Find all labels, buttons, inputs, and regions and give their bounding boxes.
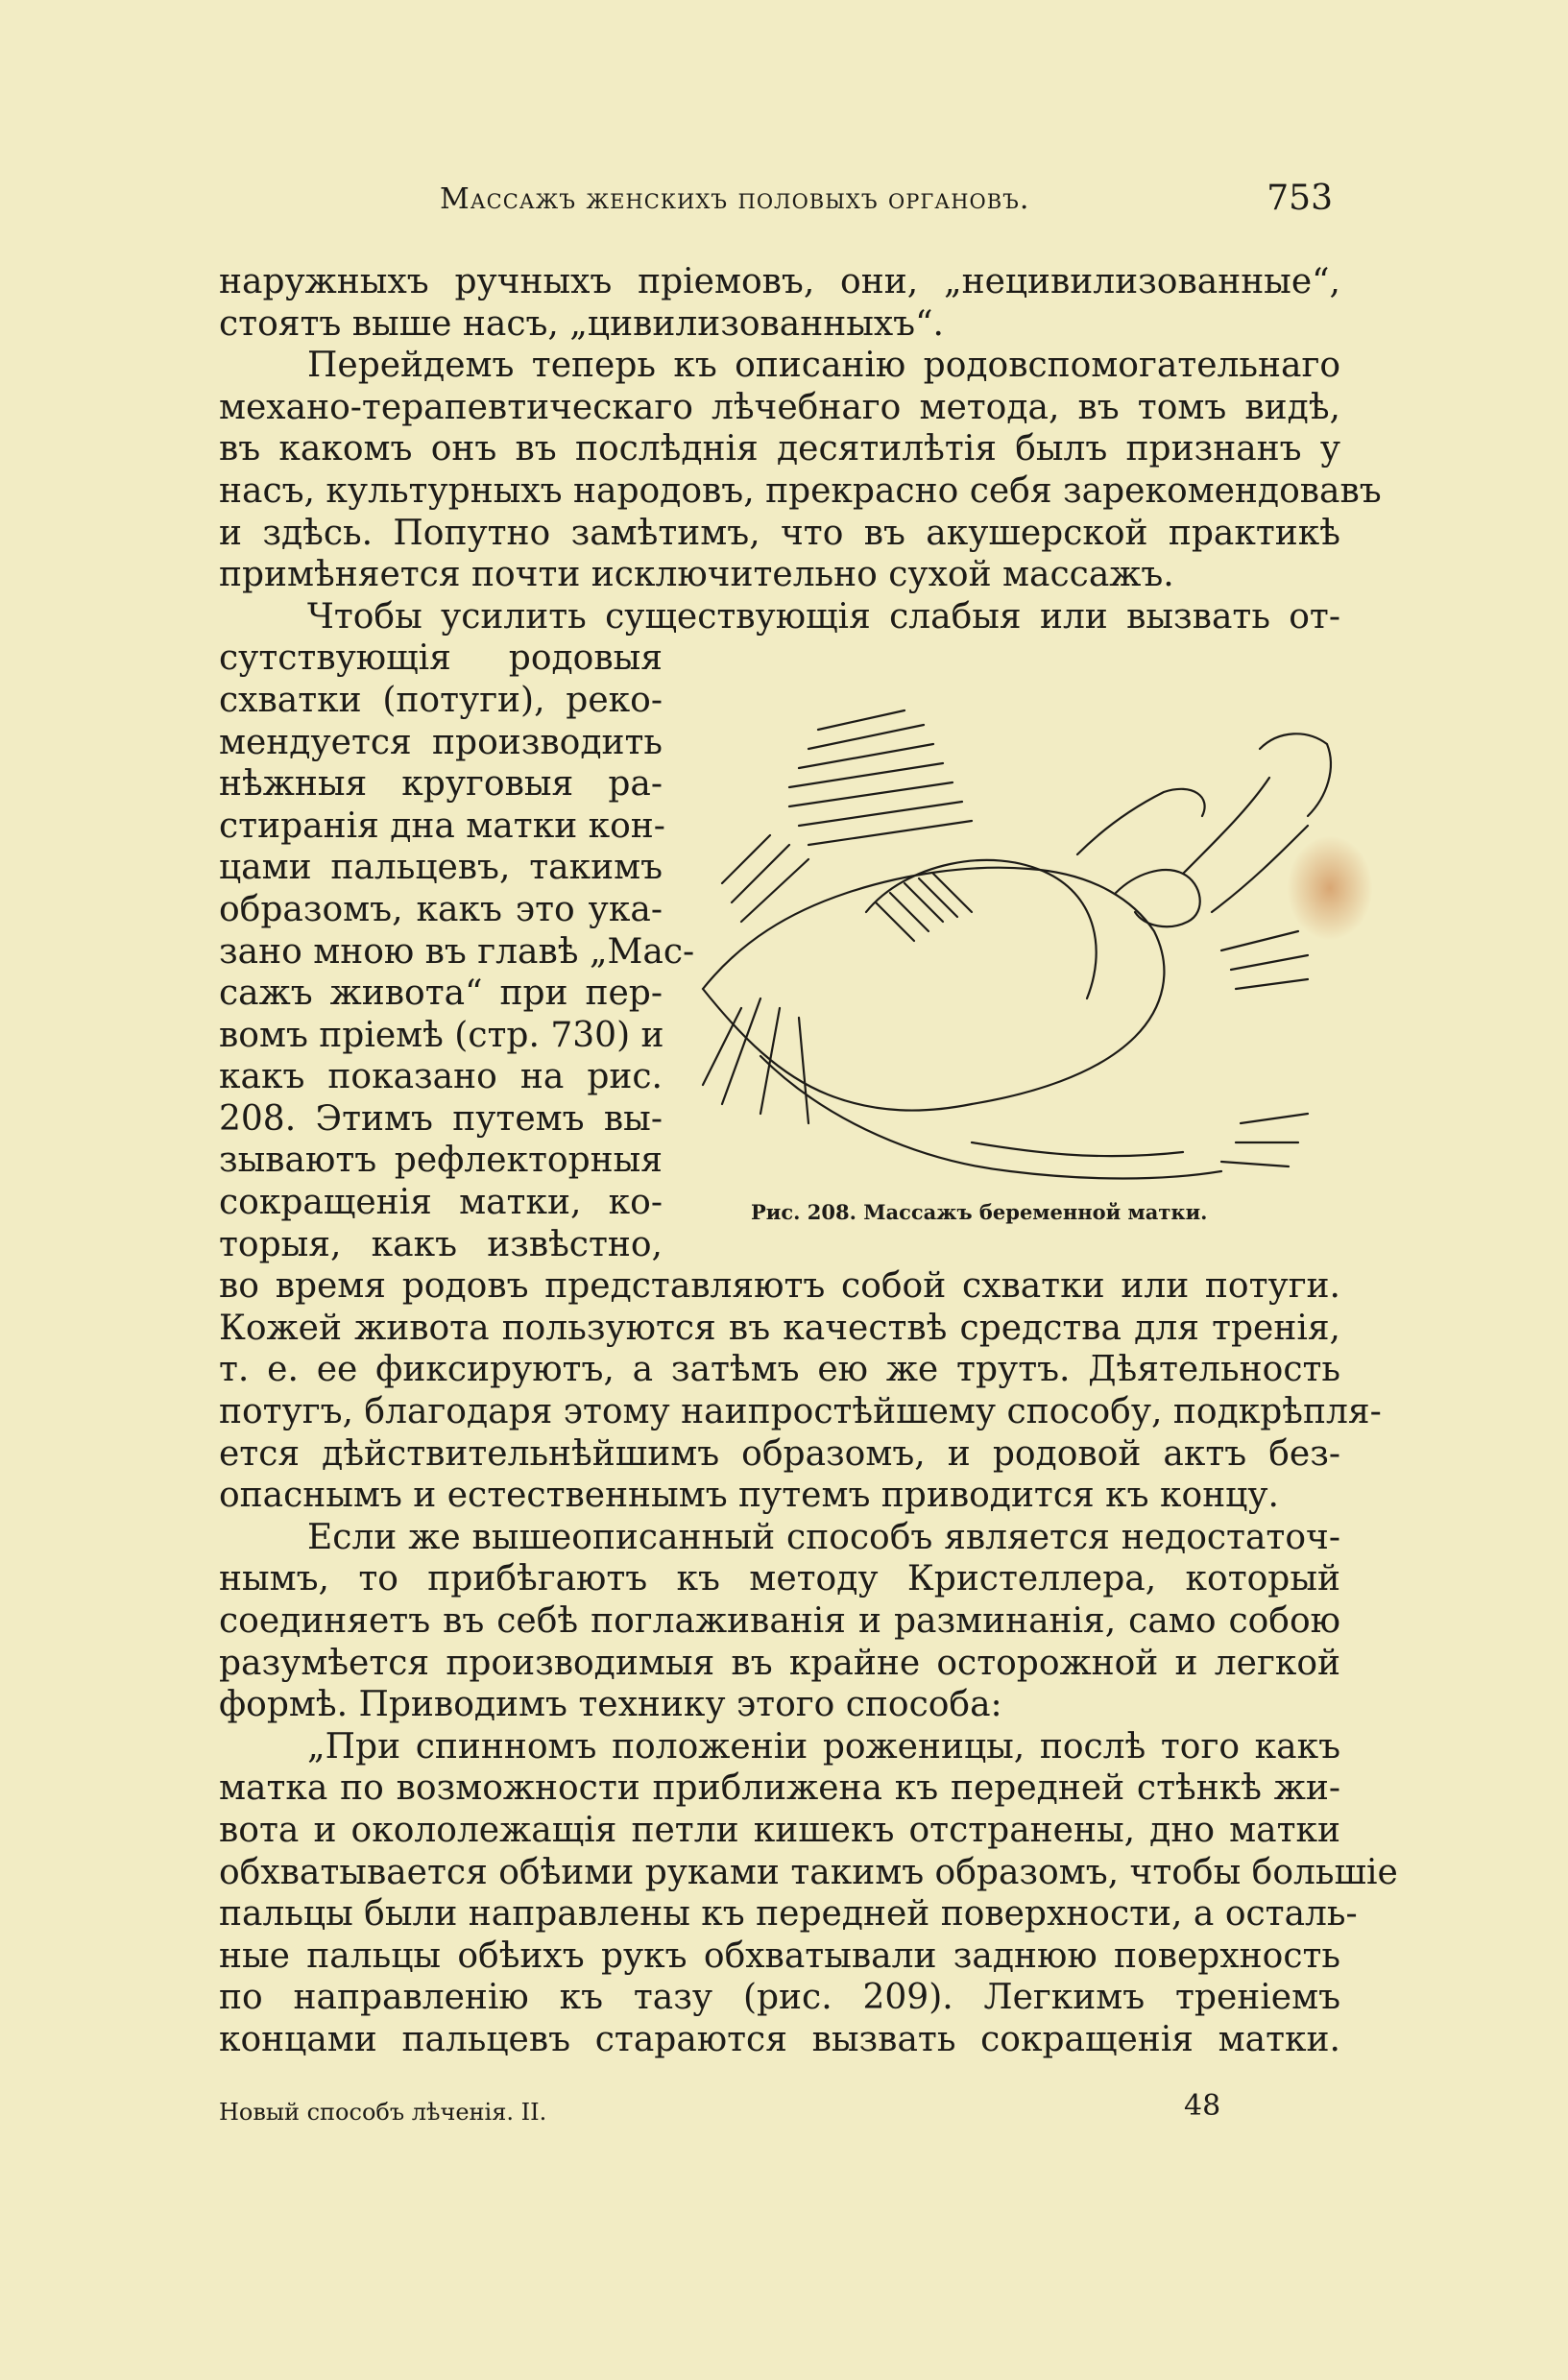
running-title: Массажъ женскихъ половыхъ органовъ.: [440, 182, 1030, 216]
text-line: механо-терапевтическаго лѣчебнаго метода, въ томъ видѣ,: [219, 387, 1340, 427]
figure-208: [684, 691, 1346, 1267]
page-footer: [219, 2089, 1340, 2128]
text-line: зываютъ рефлекторныя: [219, 1141, 663, 1181]
text-line: матка по возможности приближена къ передней стѣнкѣ жи-: [219, 1768, 1340, 1809]
figure-caption: Рис. 208. Массажъ беременной матки.: [751, 1200, 1208, 1224]
text-line: и здѣсь. Попутно замѣтимъ, что въ акушерской практикѣ: [219, 513, 1340, 553]
text-line: Кожей живота пользуются въ качествѣ средства для тренiя,: [219, 1308, 1340, 1348]
text-line: концами пальцевъ стараются вызвать сокращенiя матки.: [219, 2019, 1340, 2059]
footer-book-title: Новый способъ лѣченiя. II.: [219, 2099, 547, 2126]
running-header: [219, 175, 1340, 232]
text-line: насъ, культурныхъ народовъ, прекрасно себя зарекомендовавъ: [219, 470, 1382, 511]
text-line: какъ показано на рис.: [219, 1057, 663, 1097]
uterus-massage-illustration: [684, 691, 1346, 1190]
text-line: цами пальцевъ, такимъ: [219, 848, 663, 888]
text-line: соединяетъ въ себѣ поглаживанiя и разминанiя, само собою: [219, 1601, 1340, 1641]
text-line: торыя, какъ извѣстно,: [219, 1224, 663, 1264]
text-line: ется дѣйствительнѣйшимъ образомъ, и родовой актъ без-: [219, 1433, 1340, 1474]
text-line: формѣ. Приводимъ технику этого способа:: [219, 1685, 1002, 1725]
text-line: вомъ прiемѣ (стр. 730) и: [219, 1015, 664, 1055]
text-line: въ какомъ онъ въ послѣднiя десятилѣтiя былъ признанъ у: [219, 429, 1340, 469]
paper-stain: [1287, 835, 1373, 941]
text-line: зано мною въ главѣ „Мас-: [219, 931, 695, 972]
text-line: мендуется производить: [219, 722, 663, 762]
text-line: примѣняется почти исключительно сухой массажъ.: [219, 555, 1174, 595]
paragraph-5: [219, 1726, 1398, 2061]
text-line: образомъ, какъ это ука-: [219, 889, 663, 929]
text-line: „При спинномъ положенiи роженицы, послѣ того какъ: [307, 1726, 1340, 1767]
text-line: потугъ, благодаря этому наипростѣйшему способу, подкрѣпля-: [219, 1392, 1382, 1432]
text-line: Если же вышеописанный способъ является недостаточ-: [307, 1517, 1340, 1557]
text-line: Перейдемъ теперь къ описанiю родовспомогательнаго: [307, 346, 1340, 386]
paragraph-4: [219, 1517, 1340, 1726]
text-line: т. е. ее фиксируютъ, а затѣмъ ею же трутъ. Дѣятельность: [219, 1350, 1340, 1390]
paragraph-1: [219, 261, 1340, 345]
text-line: сутствующiя родовыя: [219, 638, 663, 679]
text-line: обхватывается обѣими руками такимъ образомъ, чтобы большiе: [219, 1852, 1398, 1892]
text-line: нѣжныя круговыя ра-: [219, 764, 663, 805]
text-line: вота и окололежащiя петли кишекъ отстранены, дно матки: [219, 1810, 1340, 1850]
text-wrap-column: [219, 637, 695, 1265]
paragraph-2: [219, 345, 1382, 596]
text-line: стиранiя дна матки кон-: [219, 805, 665, 846]
text-line: наружныхъ ручныхъ прiемовъ, они, „нецивилизованные“,: [219, 262, 1340, 301]
page-number: 753: [1266, 179, 1333, 218]
text-line: сокращенiя матки, ко-: [219, 1183, 663, 1223]
footer-signature: 48: [1184, 2089, 1221, 2123]
text-line: разумѣется производимыя въ крайне осторожной и легкой: [219, 1643, 1340, 1683]
text-line: во время родовъ представляютъ собой схватки или потуги.: [219, 1266, 1340, 1307]
text-line: сажъ живота“ при пер-: [219, 974, 663, 1014]
text-line: Чтобы усилить существующiя слабыя или вызвать от-: [307, 596, 1340, 637]
text-line: ные пальцы обѣихъ рукъ обхватывали заднюю поверхность: [219, 1935, 1340, 1976]
text-line: стоятъ выше насъ, „цивилизованныхъ“.: [219, 303, 944, 344]
text-line: опаснымъ и естественнымъ путемъ приводится къ концу.: [219, 1476, 1279, 1516]
text-line: по направленiю къ тазу (рис. 209). Легкимъ тренiемъ: [219, 1978, 1340, 2018]
text-line: схватки (потуги), реко-: [219, 680, 663, 720]
text-line: нымъ, то прибѣгаютъ къ методу Кристеллера, который: [219, 1559, 1340, 1599]
text-line: пальцы были направлены къ передней поверхности, а осталь-: [219, 1894, 1358, 1935]
text-line: 208. Этимъ путемъ вы-: [219, 1098, 663, 1139]
